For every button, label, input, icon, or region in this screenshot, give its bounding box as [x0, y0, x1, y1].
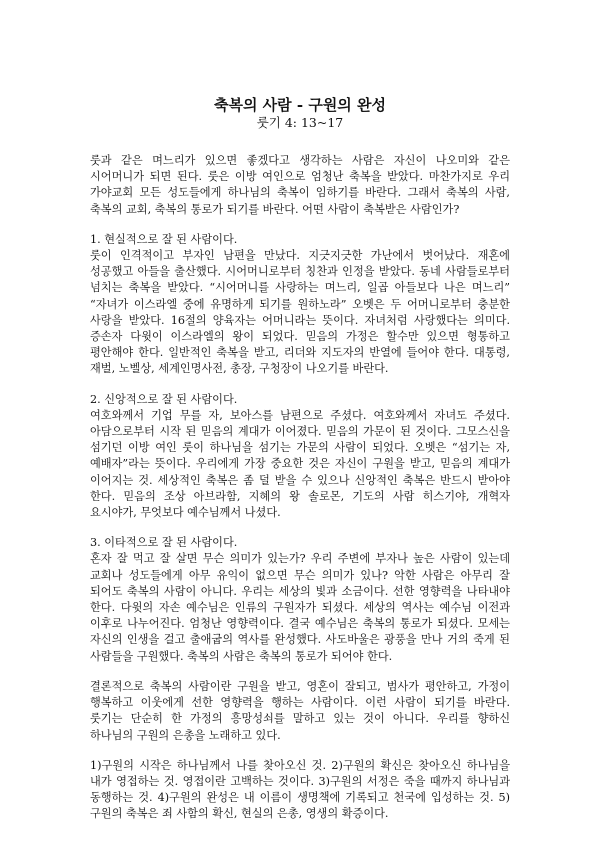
scripture-reference: 룻기 4: 13~17 — [256, 115, 344, 130]
section-body: 룻이 인격적이고 부자인 남편을 만났다. 지긋지긋한 가난에서 벗어났다. 재혼에 성공했고 아들을 출산했다. 시어머니로부터 칭찬과 인정을 받았다. 동네 사람들로부터 넘치는 축복을 받았다. “시어머니를 사랑하는 며느리, 일곱 아들보다 나은 며느리” “자녀가 이스라엘 중에 유명하게 되기를 원하노라” 오벳은 두 어머니로부터 충분한 사랑을 받았다. 16절의 양육자는 어머니라는 뜻이다. 자녀처럼 사랑했다는 의미다. 증손자 다윗이 이스라엘의 왕이 되었다. 믿음의 가정은 할수만 있으면 형통하고 평안해야 한다. 일반적인 축복을 받고, 리더와 지도자의 반열에 들어야 한다. 대통령, 재벌, 노벨상, 세계인명사전, 총장, 구청장이 나오기를 바란다. — [90, 249, 510, 376]
intro-paragraph: 룻과 같은 며느리가 있으면 좋겠다고 생각하는 사람은 자신이 나오미와 같은 시어머니가 되면 된다. 룻은 이방 여인으로 엄청난 축복을 받았다. 마찬가지로 우리 가야교회 모든 성도들에게 하나님의 축복이 임하기를 바란다. 그래서 축복의 사람, 축복의 교회, 축복의 통로가 되기를 바란다. 어떤 사람이 축복받은 사람인가? — [90, 154, 510, 216]
summary-paragraph: 1)구원의 시작은 하나님께서 나를 찾아오신 것. 2)구원의 확신은 찾아오신 하나님을 내가 영접하는 것. 영접이란 고백하는 것이다. 3)구원의 서정은 죽을 때까지 하나님과 동행하는 것. 4)구원의 완성은 내 이름이 생명책에 기록되고 천국에 입성하는 것. 5)구원의 축복은 죄 사함의 확신, 현실의 은총, 영생의 확증이다. — [90, 758, 510, 821]
section-1 — [90, 232, 510, 378]
section-heading: 2. 신앙적으로 잘 된 사람이다. — [90, 392, 238, 406]
document-title: 축복의 사람 - 구원의 완성 — [213, 96, 386, 114]
section-body: 혼자 잘 먹고 잘 살면 무슨 의미가 있는가? 우리 주변에 부자나 높은 사람이 있는데 교회나 성도들에게 아무 유익이 없으면 무슨 의미가 있나? 악한 사람은 아무리 잘 되어도 축복의 사람이 아니다. 우리는 세상의 빛과 소금이다. 선한 영향력을 나타내야 한다. 다윗의 자손 예수님은 인류의 구원자가 되셨다. 세상의 역사는 예수님 이전과 이후로 나누어진다. 엄청난 영향력이다. 결국 예수님은 축복의 통로가 되셨다. 모세는 자신의 인생을 걸고 출애굽의 역사를 완성했다. 사도바울은 광풍을 만나 거의 죽게 된 사람들을 구원했다. 축복의 사람은 축복의 통로가 되어야 한다. — [90, 552, 510, 663]
section-heading: 3. 이타적으로 잘 된 사람이다. — [90, 536, 238, 550]
section-body: 여호와께서 기업 무를 자, 보아스를 남편으로 주셨다. 여호와께서 자녀도 주셨다. 아담으로부터 시작 된 믿음의 계대가 이어졌다. 믿음의 가문이 된 것이다. 그모스신을 섬기던 이방 여인 룻이 하나님을 섬기는 가문의 사람이 되었다. 오벳은 “섬기는 자, 예배자”라는 뜻이다. 우리에게 가장 중요한 것은 자신이 구원을 받고, 믿음의 계대가 이어지는 것. 세상적인 축복은 좀 덜 받을 수 있으나 신앙적인 축복은 반드시 받아야 한다. 믿음의 조상 아브라함, 지혜의 왕 솔로몬, 기도의 사람 히스기야, 개혁자 요시야가, 무엇보다 예수님께서 나셨다. — [90, 408, 510, 520]
section-2 — [90, 392, 510, 522]
section-3 — [90, 535, 510, 665]
section-heading: 1. 현실적으로 잘 된 사람이다. — [90, 232, 238, 246]
conclusion-paragraph: 결론적으로 축복의 사람이란 구원을 받고, 영혼이 잘되고, 범사가 평안하고, 가정이 행복하고 이웃에게 선한 영향력을 행하는 사람이다. 이런 사람이 되기를 바란다. 룻기는 단순히 한 가정의 흥망성쇠를 말하고 있는 것이 아니다. 우리를 향하신 하나님의 구원의 은총을 노래하고 있다. — [90, 679, 510, 742]
